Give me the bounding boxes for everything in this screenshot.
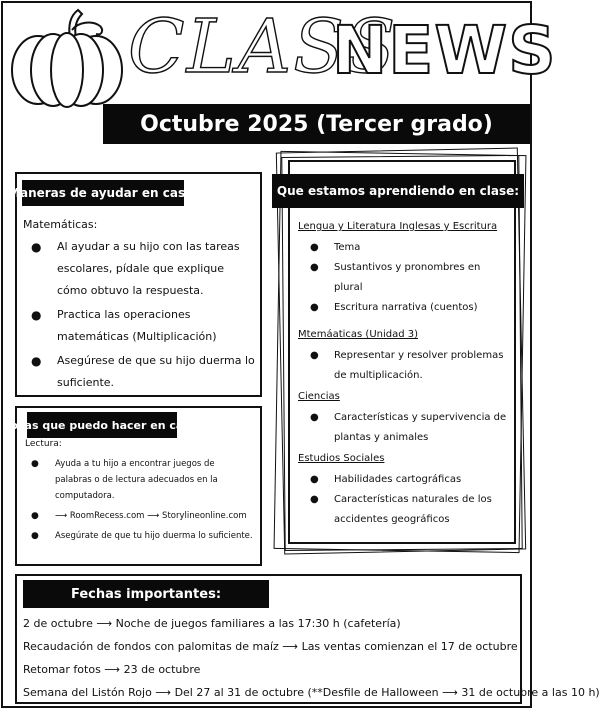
section-heading-math: Mtemáaticas (Unidad 3) (298, 329, 419, 340)
important-dates-list (23, 612, 600, 704)
list-item: ● Características y supervivencia de plantas y animales (298, 408, 510, 448)
list-item: ● Ayuda a tu hijo a encontrar juegos de palabras o de lectura adecuados en la computadora. (25, 456, 253, 504)
learning-content (298, 220, 510, 540)
ways-to-help-list (23, 236, 255, 396)
section-heading-ela: Lengua y Literatura Inglesas y Escritura (298, 221, 498, 232)
date-item: 2 de octubre ⟶ Noche de juegos familiares a las 17:30 h (cafetería) (23, 617, 401, 630)
things-at-home-title: Cosas que puedo hacer en casa: (27, 412, 177, 438)
news-word-art: NEWS (332, 12, 557, 89)
list-item: ● Practica las operaciones matemáticas (Multiplicación) (23, 304, 255, 348)
newsletter-title: Octubre 2025 (Tercer grado) (103, 104, 530, 144)
pumpkin-illustration (8, 8, 126, 108)
list-item: ● Al ayudar a su hijo con las tareas escolares, pídale que explique cómo obtuvo la respuesta. (23, 236, 255, 302)
important-dates-box (15, 574, 600, 704)
list-item: ● Escritura narrativa (cuentos) (298, 298, 510, 318)
list-item: ● Características naturales de los accidentes geográficos (298, 490, 510, 530)
things-at-home-subject: Lectura: (25, 439, 62, 449)
ways-to-help-box (8, 172, 262, 397)
things-at-home-box (2, 406, 262, 566)
date-item: Recaudación de fondos con palomitas de maíz ⟶ Las ventas comienzan el 17 de octubre (23, 640, 518, 653)
date-item: Semana del Listón Rojo ⟶ Del 27 al 31 de octubre (**Desfile de Halloween ⟶ 31 de octubre a las 10 h) (23, 686, 600, 699)
ways-to-help-title: Maneras de ayudar en casa: (22, 180, 184, 206)
learning-box (276, 160, 520, 544)
ways-to-help-subject: Matemáticas: (23, 218, 98, 231)
list-item: ● ⟶ RoomRecess.com ⟶ Storylineonline.com (25, 508, 253, 524)
list-item: ● Tema (298, 238, 510, 258)
list-item: ● Habilidades cartográficas (298, 470, 510, 490)
date-item: Retomar fotos ⟶ 23 de octubre (23, 663, 201, 676)
important-dates-title: Fechas importantes: (23, 580, 269, 608)
section-heading-social-studies: Estudios Sociales (298, 453, 385, 464)
learning-title: Que estamos aprendiendo en clase: (272, 174, 524, 208)
list-item: ● Asegúrese de que su hijo duerma lo suficiente. (23, 350, 255, 394)
things-at-home-list (25, 456, 253, 548)
list-item: ● Sustantivos y pronombres en plural (298, 258, 510, 298)
class-word-art: CLASS (128, 4, 398, 90)
list-item: ● Representar y resolver problemas de multiplicación. (298, 346, 510, 386)
section-heading-science: Ciencias (298, 391, 340, 402)
list-item: ● Asegúrate de que tu hijo duerma lo suficiente. (25, 528, 253, 544)
